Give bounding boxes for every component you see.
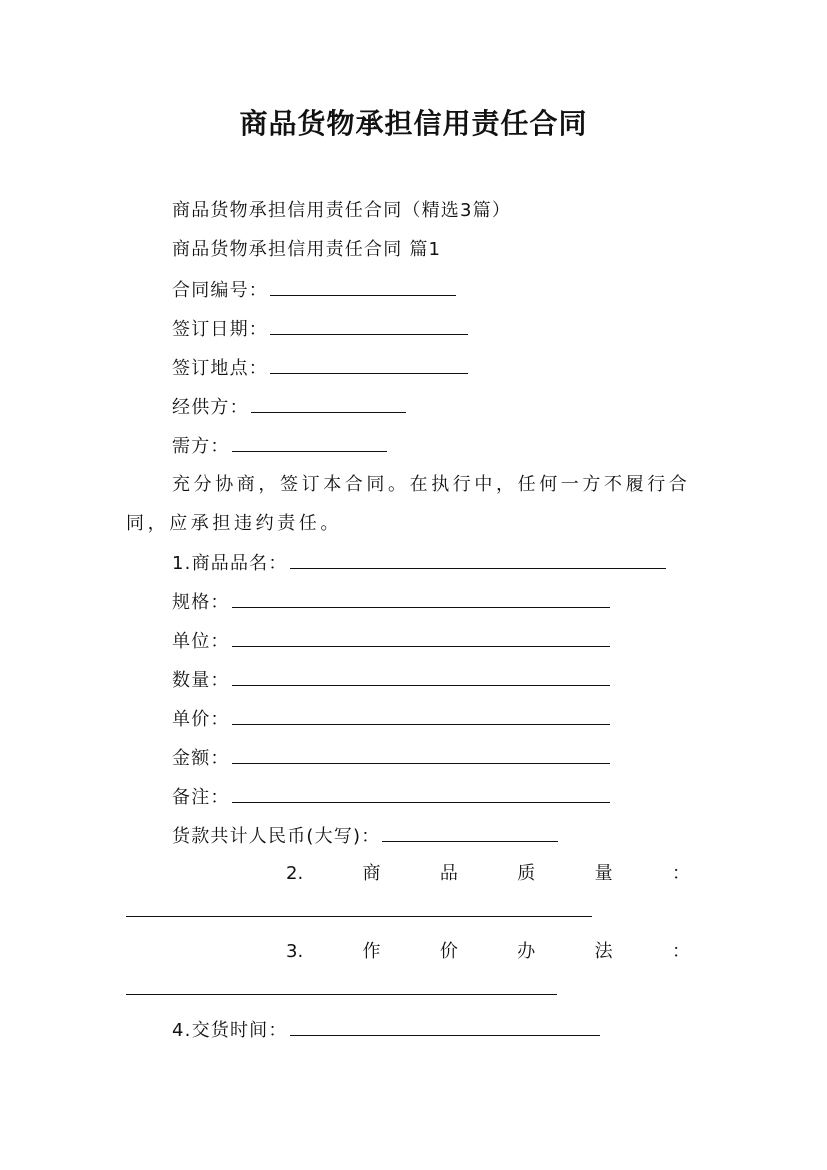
buyer-blank [232,434,387,452]
delivery-time-field [172,1018,600,1043]
signing-place-field [172,356,468,381]
field-label: 签订地点： [172,358,268,379]
quantity-blank [232,668,610,686]
field-label: 4.交货时间： [172,1020,288,1041]
remarks-blank [232,785,610,803]
amount-blank [232,746,610,764]
signing-date-blank [270,317,468,335]
supplier-blank [251,395,406,413]
unit-field [172,629,610,654]
item-2-quality [286,862,690,886]
field-label: 单位： [172,631,230,652]
item-3-char: 办 [517,941,536,962]
unit-price-blank [232,707,610,725]
spec-blank [232,590,610,608]
item-2-char: 质 [517,863,536,884]
unit-price-field [172,707,610,732]
document-subtitle: 商品货物承担信用责任合同（精选3篇） [172,200,512,221]
buyer-field [172,434,387,459]
field-label: 货款共计人民币(大写)： [172,826,381,847]
spec-field [172,590,610,615]
item-2-colon: ： [671,863,690,884]
section-heading: 商品货物承担信用责任合同 篇1 [172,239,442,260]
document-title: 商品货物承担信用责任合同 [239,107,588,140]
field-label: 1.商品品名： [172,553,288,574]
signing-date-field [172,317,468,342]
amount-field [172,746,610,771]
item-2-char: 商 [362,863,381,884]
product-name-field [172,551,666,576]
field-label: 合同编号： [172,280,268,301]
payment-total-field [172,824,558,849]
unit-blank [232,629,610,647]
contract-number-field [172,278,456,303]
supplier-field [172,395,406,420]
delivery-time-blank [290,1018,600,1036]
item-2-char: 品 [439,863,458,884]
paragraph-line-1: 充分协商，签订本合同。在执行中，任何一方不履行合 [172,474,691,495]
item-2-char: 量 [594,863,613,884]
signing-place-blank [270,356,468,374]
paragraph-line-2: 同，应承担违约责任。 [126,513,342,534]
field-label: 单价： [172,709,230,730]
field-label: 签订日期： [172,319,268,340]
field-label: 数量： [172,670,230,691]
item-3-number: 3. [286,941,304,962]
item-3-char: 作 [362,941,381,962]
item-3-char: 价 [439,941,458,962]
product-name-blank [290,551,666,569]
field-label: 经供方： [172,397,249,418]
item-3-colon: ： [671,941,690,962]
remarks-field [172,785,610,810]
item-3-pricing [286,940,690,964]
item-2-number: 2. [286,863,304,884]
field-label: 需方： [172,436,230,457]
contract-number-blank [270,278,456,296]
payment-total-blank [382,824,558,842]
item-2-blank [126,916,592,917]
field-label: 金额： [172,748,230,769]
field-label: 规格： [172,592,230,613]
quantity-field [172,668,610,693]
item-3-char: 法 [594,941,613,962]
field-label: 备注： [172,787,230,808]
item-3-blank [126,994,557,995]
